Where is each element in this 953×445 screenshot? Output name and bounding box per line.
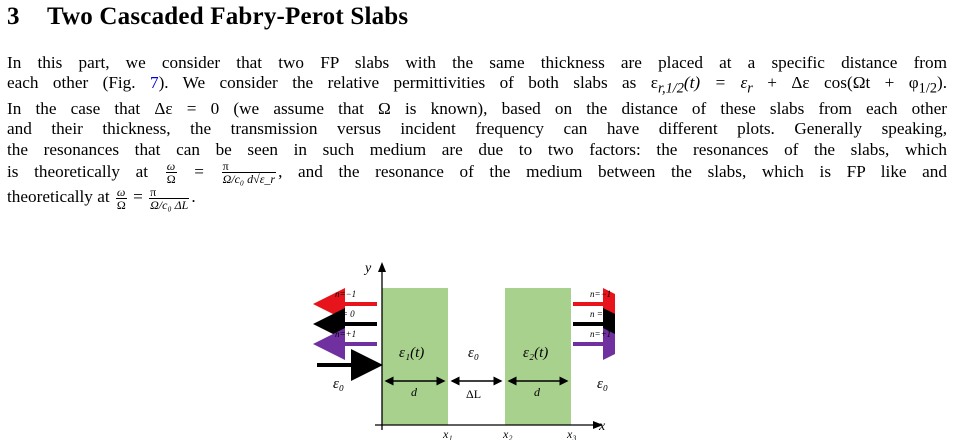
tick-x3: x₃ bbox=[567, 427, 577, 440]
paragraph-line-1: In this part, we consider that two FP slabs with the same thickness are placed at a specific distance from bbox=[7, 53, 947, 72]
figure-7-link[interactable]: 7 bbox=[149, 73, 159, 93]
slab-2-permittivity: ε₂(t) bbox=[523, 345, 549, 361]
left-order-minus1-label: n=−1 bbox=[335, 289, 357, 299]
paragraph-line-3: In the case that Δε = 0 (we assume that Ω is known), based on the distance of these slabs from each other bbox=[7, 99, 947, 119]
paragraph-line-2: each other (Fig. 7). We consider the relative permittivities of both slabs as $\varepsilon_{r,1/2}(t) = \varepsilon_r + \Delta\varepsilon$ $\cos(\Omega t + \varphi_{1/2})$. bbox=[7, 73, 948, 97]
slab-1-thickness-label: d bbox=[411, 385, 417, 399]
paragraph-line-4: and their thickness, the transmission versus incident frequency can have different plots. Generally speaking, bbox=[7, 119, 947, 139]
right-order-minus1-label: n=−1 bbox=[590, 289, 612, 299]
y-axis-arrow-icon bbox=[378, 262, 386, 272]
body-paragraph bbox=[7, 53, 947, 211]
section-title: Two Cascaded Fabry-Perot Slabs bbox=[47, 3, 409, 30]
gap-distance-label: ΔL bbox=[466, 387, 482, 401]
left-medium-permittivity: ε₀ bbox=[333, 376, 345, 392]
y-axis-label: y bbox=[365, 261, 372, 276]
right-medium-permittivity: ε₀ bbox=[597, 376, 609, 392]
left-order-plus1-label: n=+1 bbox=[335, 329, 357, 339]
gap-resonance-fraction: $\frac{\pi}{\text{Ω/c₀ ΔL}}$ bbox=[150, 185, 189, 213]
tick-x2: x₂ bbox=[503, 427, 513, 440]
slab-2-thickness-label: d bbox=[534, 385, 540, 399]
omega-fraction: $\frac{\omega}{\Omega}$ bbox=[166, 159, 176, 187]
tick-x1: x₁ bbox=[443, 427, 453, 440]
paragraph-line-7: theoretically at $\frac{\omega}{\Omega}$ = $\frac{\pi}{\text{Ω/c₀ ΔL}}$ . bbox=[7, 185, 196, 213]
slab-1-permittivity: ε₁(t) bbox=[399, 345, 425, 361]
x-axis-label: x bbox=[599, 419, 606, 434]
right-order-plus1-label: n=+1 bbox=[590, 329, 612, 339]
paragraph-line-5: the resonances that can be seen in such medium are due to two factors: the resonances of the slabs, which bbox=[7, 139, 947, 159]
section-heading bbox=[7, 3, 408, 31]
slab-resonance-fraction: $\frac{\pi}{\text{Ω/c₀ d√ε\_r}}$ bbox=[222, 159, 276, 187]
gap-permittivity: ε₀ bbox=[468, 345, 480, 361]
left-order-0-label: n = 0 bbox=[335, 309, 355, 319]
omega-fraction-2: $\frac{\omega}{\Omega}$ bbox=[116, 185, 126, 213]
fabry-perot-figure bbox=[305, 258, 615, 445]
right-order-0-label: n = 0 bbox=[590, 309, 610, 319]
section-number: 3 bbox=[7, 3, 20, 30]
paragraph-line-6: is theoretically at $\frac{\omega}{\Omega}$ = $\frac{\pi}{\text{Ω/c₀ d√ε\_r}}$ , and the resonance of the medium between the slabs, which is FP like and bbox=[7, 159, 947, 187]
figure-svg bbox=[305, 258, 615, 440]
